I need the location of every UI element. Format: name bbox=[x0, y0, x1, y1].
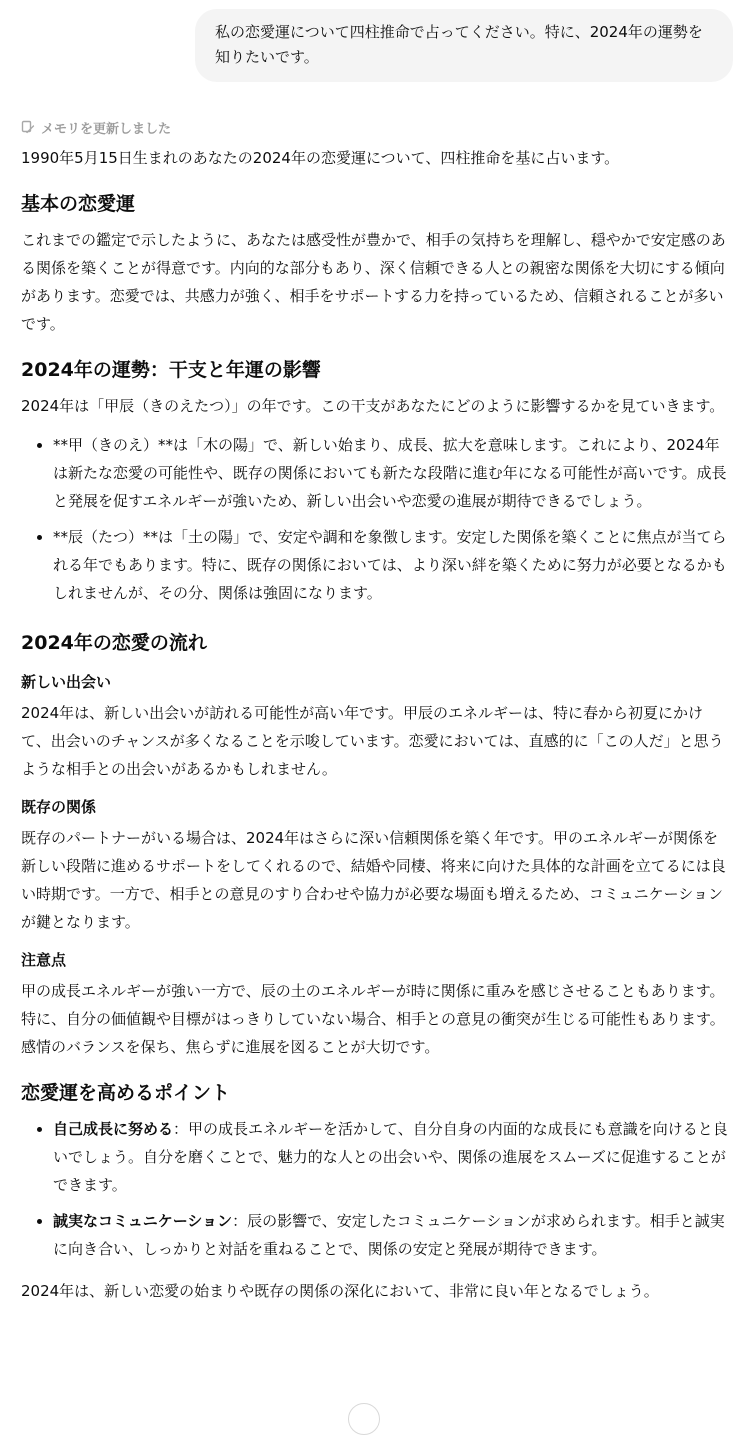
point-text: ：辰の影響で、安定したコミュニケーションが求められます。相手と誠実に向き合い、しっかりと対話を重ねることで、関係の安定と発展が期待できます。 bbox=[53, 1212, 725, 1258]
heading-points: 恋愛運を高めるポイント bbox=[21, 1082, 231, 1104]
caution-paragraph: 甲の成長エネルギーが強い一方で、辰の土のエネルギーが時に関係に重みを感じさせることもあります。特に、自分の価値観や目標がはっきりしていない場合、相手との意見の衝突が生じる可能性もあります。感情のバランスを保ち、焦らずに進展を図ることが大切です。 bbox=[21, 982, 725, 1056]
new-meeting-paragraph: 2024年は、新しい出会いが訪れる可能性が高い年です。甲辰のエネルギーは、特に春から初夏にかけて、出会いのチャンスが多くなることを示唆しています。恋愛においては、直感的に「この人だ」と思うような相手との出会いがあるかもしれません。 bbox=[21, 704, 724, 778]
list-item bbox=[53, 1207, 731, 1263]
memory-updated-notice[interactable] bbox=[21, 116, 731, 138]
heading-flow: 2024年の恋愛の流れ bbox=[21, 632, 207, 654]
point-text: ：甲の成長エネルギーを活かして、自分自身の内面的な成長にも意識を向けると良いでしょう。自分を磨くことで、魅力的な人との出会いや、関係の進展をスムーズに促進することができます。 bbox=[53, 1120, 728, 1194]
points-list bbox=[21, 1115, 731, 1263]
heading-fortune: 2024年の運勢：干支と年運の影響 bbox=[21, 359, 321, 381]
memory-edit-icon bbox=[21, 120, 35, 134]
heading-basic: 基本の恋愛運 bbox=[21, 193, 136, 215]
list-item: • **辰（たつ）**は「土の陽」で、安定や調和を象徴します。安定した関係を築くことに焦点が当てられる年でもあります。特に、既存の関係においては、より深い絆を築くために努力が必要となるかもしれませんが、その分、関係は強固になります。 bbox=[53, 523, 731, 607]
point-title: 自己成長に努める bbox=[53, 1120, 174, 1138]
intro-paragraph: 1990年5月15日生まれのあなたの2024年の恋愛運について、四柱推命を基に占います。 bbox=[21, 149, 620, 167]
basic-paragraph: これまでの鑑定で示したように、あなたは感受性が豊かで、相手の気持ちを理解し、穏やかで安定感のある関係を築くことが得意です。内向的な部分もあり、深く信頼できる人との親密な関係を大切にする傾向があります。恋愛では、共感力が強く、相手をサポートする力を持っているため、信頼されることが多いです。 bbox=[21, 231, 726, 333]
user-message-bubble: 私の恋愛運について四柱推命で占ってください。特に、2024年の運勢を知りたいです。 bbox=[195, 9, 733, 82]
memory-notice-label: メモリを更新しました bbox=[41, 121, 172, 137]
list-item: • **甲（きのえ）**は「木の陽」で、新しい始まり、成長、拡大を意味します。これにより、2024年は新たな恋愛の可能性や、既存の関係においても新たな段階に進む年になる可能性が高いです。成長と発展を促すエネルギーが強いため、新しい出会いや恋愛の進展が期待できるでしょう。 bbox=[53, 431, 731, 515]
list-item bbox=[53, 1115, 731, 1199]
existing-paragraph: 既存のパートナーがいる場合は、2024年はさらに深い信頼関係を築く年です。甲のエネルギーが関係を新しい段階に進めるサポートをしてくれるので、結婚や同棲、将来に向けた具体的な計画を立てるには良い時期です。一方で、相手との意見のすり合わせや協力が必要な場面も増えるため、コミュニケーションが鍵となります。 bbox=[21, 829, 726, 931]
fortune-list bbox=[21, 431, 731, 607]
assistant-message bbox=[21, 116, 731, 1316]
fortune-paragraph: 2024年は「甲辰（きのえたつ）」の年です。この干支があなたにどのように影響するかを見ていきます。 bbox=[21, 397, 725, 415]
user-message-row bbox=[195, 9, 733, 82]
subheading-new-meeting: 新しい出会い bbox=[21, 673, 112, 691]
subheading-existing: 既存の関係 bbox=[21, 798, 97, 816]
conclusion-paragraph: 2024年は、新しい恋愛の始まりや既存の関係の深化において、非常に良い年となるでしょう。 bbox=[21, 1282, 659, 1300]
subheading-caution: 注意点 bbox=[21, 951, 67, 969]
point-title: 誠実なコミュニケーション bbox=[53, 1212, 233, 1230]
